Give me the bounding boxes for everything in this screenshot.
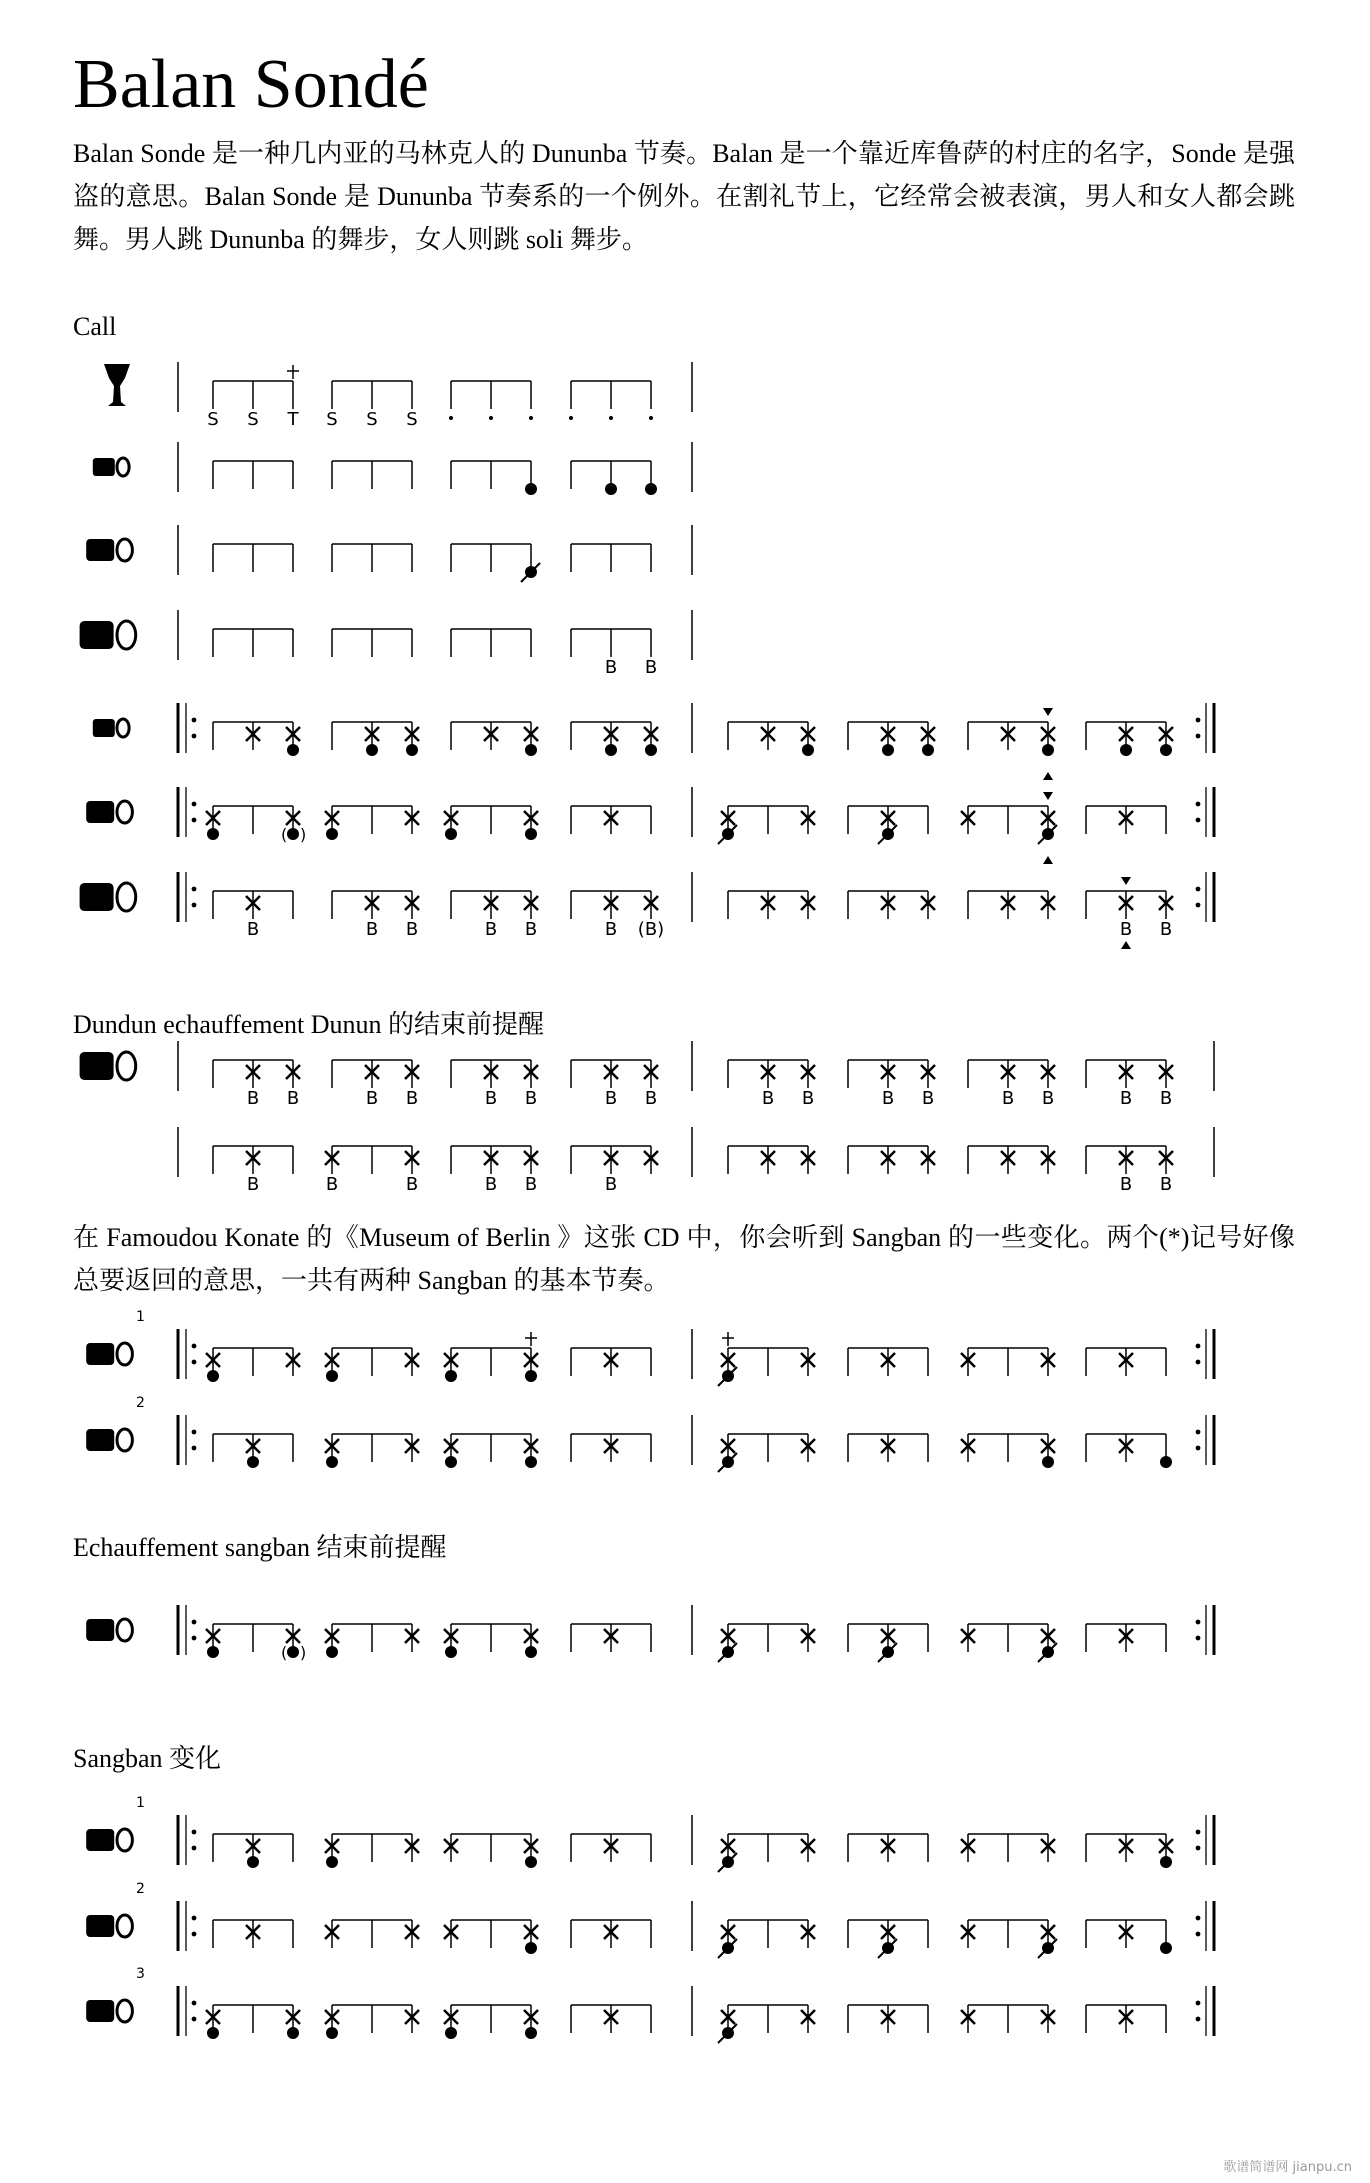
- beat-group: [207, 365, 299, 430]
- optional-stroke: [287, 828, 299, 840]
- open-stroke: [1042, 1456, 1054, 1468]
- repeat-dot: [192, 903, 197, 908]
- repeat-dot: [192, 1620, 197, 1625]
- beat-group: [1086, 722, 1173, 756]
- repeat-dot: [1196, 1360, 1201, 1365]
- repeat-dot: [1196, 1846, 1201, 1851]
- repeat-dot: [1196, 1916, 1201, 1921]
- stroke-letter: B: [1159, 1088, 1173, 1109]
- beat-group: [444, 2005, 538, 2039]
- beat-group: [571, 1348, 651, 1376]
- repeat-dot: [192, 2001, 197, 2006]
- open-stroke: [525, 1370, 537, 1382]
- beat-group: [961, 792, 1057, 864]
- open-stroke: [326, 2027, 338, 2039]
- variation-number: 2: [136, 1881, 145, 1897]
- repeat-dot: [192, 1916, 197, 1921]
- beat-group: [728, 1060, 815, 1109]
- stroke-letter: B: [604, 1174, 618, 1195]
- sangban-drum-icon: [86, 1915, 132, 1937]
- repeat-dot: [1196, 887, 1201, 892]
- drum-head: [117, 458, 129, 476]
- beat-group: [213, 1834, 293, 1868]
- open-stroke: [326, 1856, 338, 1868]
- stroke-letter: B: [286, 1088, 300, 1109]
- stroke-letter: B: [644, 1088, 658, 1109]
- repeat-dot: [192, 1846, 197, 1851]
- repeat-dot: [192, 1344, 197, 1349]
- beat-group: [569, 381, 653, 420]
- beat-group: [1086, 877, 1173, 949]
- rest-dot: [569, 416, 573, 420]
- stroke-letter: B: [524, 1088, 538, 1109]
- stroke-letter: S: [207, 409, 219, 430]
- repeat-dot: [192, 1430, 197, 1435]
- beat-group: [332, 722, 419, 756]
- sangban-drum-icon: [86, 539, 132, 561]
- stroke-letter: B: [484, 1174, 498, 1195]
- beat-group: [1086, 1624, 1166, 1652]
- repeat-dot: [192, 1360, 197, 1365]
- beat-group: [332, 1060, 419, 1109]
- rest-dot: [609, 416, 613, 420]
- intro-paragraph: Balan Sonde 是一种几内亚的马林克人的 Dununba 节奏。Balan 是一个靠近库鲁萨的村庄的名字，Sonde 是强盗的意思。Balan Sonde 是 Dununba 节奏系的一个例外。在割礼节上，它经常会被表演，男人和女人都会跳舞。男人跳 Dununba 的舞步，女人则跳 soli 舞步。: [73, 139, 1295, 254]
- beat-group: [451, 629, 531, 657]
- open-stroke: [525, 1942, 537, 1954]
- open-stroke: [326, 1370, 338, 1382]
- beat-group: [718, 2005, 815, 2043]
- repeat-dot: [192, 802, 197, 807]
- beat-group: [571, 1434, 651, 1462]
- stroke-letter: B: [1001, 1088, 1015, 1109]
- beat-group: [451, 891, 538, 940]
- beat-group: [213, 722, 300, 756]
- beat-group: [444, 1624, 538, 1658]
- beat-group: [325, 1834, 419, 1868]
- section-label-sangban-variations: Sangban 变化: [73, 1744, 222, 1773]
- beat-group: [961, 1920, 1057, 1958]
- page-title: Balan Sondé: [73, 46, 429, 123]
- accent-marker-bottom: [1043, 856, 1053, 864]
- sangban-drum-icon: [86, 801, 132, 823]
- stroke-letter: B: [484, 919, 498, 940]
- stroke-letter: B: [246, 919, 260, 940]
- optional-letter: (B): [637, 919, 665, 940]
- beat-group: [325, 1434, 419, 1468]
- drum-shell: [93, 719, 115, 737]
- beat-group: [728, 722, 815, 756]
- open-stroke: [207, 828, 219, 840]
- beat-group: [968, 1060, 1055, 1109]
- open-stroke: [605, 744, 617, 756]
- beat-group: [1086, 1060, 1173, 1109]
- sangban-drum-icon: [86, 1619, 132, 1641]
- kenkeni-drum-icon: [93, 719, 129, 737]
- beat-group: [571, 629, 657, 678]
- beat-group: [1086, 2005, 1166, 2033]
- open-stroke: [525, 828, 537, 840]
- rest-dot: [649, 416, 653, 420]
- open-stroke: [645, 744, 657, 756]
- open-stroke: [207, 1646, 219, 1658]
- beat-group: [332, 544, 412, 572]
- stroke-letter: B: [365, 1088, 379, 1109]
- open-stroke: [326, 1646, 338, 1658]
- open-stroke: [445, 1646, 457, 1658]
- beat-group: [718, 806, 815, 844]
- drum-head: [117, 621, 136, 649]
- paren: (: [281, 1643, 288, 1662]
- drum-shell: [93, 458, 115, 476]
- dundun-drum-icon: [80, 621, 136, 649]
- open-stroke: [1160, 1942, 1172, 1954]
- beat-group: [571, 806, 651, 834]
- dundun-drum-icon: [80, 1052, 136, 1080]
- open-stroke: [605, 483, 617, 495]
- beat-group: [848, 1920, 928, 1958]
- beat-group: [451, 1146, 538, 1195]
- rest-dot: [449, 416, 453, 420]
- section-label-dundun: Dundun echauffement Dunun 的结束前提醒: [73, 1010, 545, 1039]
- repeat-dot: [192, 1636, 197, 1641]
- beat-group: [968, 1146, 1055, 1174]
- beat-group: [213, 629, 293, 657]
- beat-group: [848, 1060, 935, 1109]
- open-stroke: [247, 1456, 259, 1468]
- stroke-letter: B: [1159, 1174, 1173, 1195]
- stroke-letter: S: [366, 409, 378, 430]
- open-stroke: [207, 2027, 219, 2039]
- beat-group: [206, 1348, 300, 1382]
- beat-group: [718, 1834, 815, 1872]
- stroke-letter: B: [1159, 919, 1173, 940]
- beat-group: [848, 722, 935, 756]
- beat-group: [213, 1920, 293, 1948]
- repeat-dot: [1196, 1830, 1201, 1835]
- stroke-letter: B: [1041, 1088, 1055, 1109]
- repeat-dot: [1196, 1620, 1201, 1625]
- beat-group: [728, 891, 815, 919]
- sangban-drum-icon: [86, 2000, 132, 2022]
- stroke-letter: S: [326, 409, 338, 430]
- beat-group: [571, 722, 658, 756]
- open-stroke: [1160, 744, 1172, 756]
- beat-group: [1086, 806, 1166, 834]
- beat-group: [444, 806, 538, 840]
- open-stroke: [445, 2027, 457, 2039]
- drum-shell: [86, 1619, 114, 1641]
- repeat-dot: [192, 718, 197, 723]
- repeat-dot: [192, 887, 197, 892]
- beat-group: [571, 1920, 651, 1948]
- stroke-letter: B: [325, 1174, 339, 1195]
- stroke-letter: B: [405, 1174, 419, 1195]
- beat-group: [718, 1920, 815, 1958]
- stroke-letter: S: [406, 409, 418, 430]
- beat-group: [213, 1146, 293, 1195]
- drum-shell: [80, 621, 114, 649]
- drum-shell: [86, 539, 114, 561]
- beat-group: [571, 461, 657, 495]
- repeat-dot: [1196, 802, 1201, 807]
- open-stroke: [525, 1646, 537, 1658]
- beat-group: [325, 1920, 419, 1948]
- stroke-letter: B: [644, 657, 658, 678]
- beat-group: [444, 1332, 538, 1382]
- beat-group: [444, 1434, 538, 1468]
- drum-shell: [86, 1343, 114, 1365]
- beat-group: [848, 1434, 928, 1462]
- drum-shell: [86, 1829, 114, 1851]
- beat-group: [571, 1624, 651, 1652]
- drum-head: [117, 1429, 132, 1451]
- famoudou-note: 在 Famoudou Konate 的《Museum of Berlin 》这张 CD 中，你会听到 Sangban 的一些变化。两个(*)记号好像总要返回的意思，一共有两种 Sangban 的基本节奏。: [73, 1223, 1295, 1295]
- repeat-dot: [1196, 2001, 1201, 2006]
- paren: (: [281, 825, 288, 844]
- beat-group: [213, 461, 293, 489]
- beat-group: [1086, 1434, 1172, 1468]
- open-stroke: [525, 1456, 537, 1468]
- beat-group: [1086, 1146, 1173, 1195]
- repeat-dot: [1196, 2017, 1201, 2022]
- beat-group: [718, 1624, 815, 1662]
- drum-head: [117, 1829, 132, 1851]
- beat-group: [332, 891, 419, 940]
- djembe-body: [104, 364, 130, 406]
- open-stroke: [207, 1370, 219, 1382]
- stroke-letter: B: [524, 919, 538, 940]
- repeat-dot: [192, 1932, 197, 1937]
- accent-marker-top: [1121, 877, 1131, 885]
- open-stroke: [1120, 744, 1132, 756]
- beat-group: [1086, 1348, 1166, 1376]
- beat-group: [571, 1060, 658, 1109]
- beat-group: [961, 1348, 1055, 1376]
- beat-group: [451, 544, 540, 582]
- repeat-dot: [192, 818, 197, 823]
- beat-group: [848, 891, 935, 919]
- beat-group: [848, 1146, 935, 1174]
- beat-group: [968, 891, 1055, 919]
- drum-shell: [80, 1052, 114, 1080]
- beat-group: [451, 1060, 538, 1109]
- open-stroke: [366, 744, 378, 756]
- stroke-letter: B: [484, 1088, 498, 1109]
- stroke-letter: B: [1119, 1174, 1133, 1195]
- beat-group: [571, 891, 664, 940]
- beat-group: [451, 722, 538, 756]
- beat-group: [444, 1834, 538, 1868]
- open-stroke: [406, 744, 418, 756]
- beat-group: [848, 2005, 928, 2033]
- beat-group: [325, 2005, 419, 2039]
- sangban-drum-icon: [86, 1829, 132, 1851]
- stroke-letter: B: [801, 1088, 815, 1109]
- beat-group: [848, 806, 928, 844]
- open-stroke: [326, 828, 338, 840]
- open-stroke: [525, 483, 537, 495]
- beat-group: [571, 2005, 651, 2033]
- open-stroke: [645, 483, 657, 495]
- beat-group: [571, 544, 651, 572]
- stroke-letter: B: [761, 1088, 775, 1109]
- beat-group: [961, 2005, 1055, 2033]
- rest-dot: [529, 416, 533, 420]
- repeat-dot: [192, 1830, 197, 1835]
- drum-shell: [86, 1915, 114, 1937]
- repeat-dot: [1196, 1446, 1201, 1451]
- open-stroke: [525, 2027, 537, 2039]
- drum-head: [117, 883, 136, 911]
- repeat-dot: [1196, 1344, 1201, 1349]
- accent-marker-top: [1043, 792, 1053, 800]
- stroke-letter: B: [246, 1088, 260, 1109]
- open-stroke: [287, 744, 299, 756]
- accent-marker-top: [1043, 708, 1053, 716]
- beat-group: [213, 1434, 293, 1468]
- drum-head: [117, 539, 132, 561]
- beat-group: [206, 2005, 300, 2039]
- open-stroke: [802, 744, 814, 756]
- beat-group: [961, 1434, 1055, 1468]
- stroke-letter: B: [1119, 1088, 1133, 1109]
- kenkeni-drum-icon: [93, 458, 129, 476]
- stroke-letter: B: [1119, 919, 1133, 940]
- beat-group: [848, 1348, 928, 1376]
- open-stroke: [525, 744, 537, 756]
- beat-group: [848, 1624, 928, 1662]
- beat-group: [961, 1624, 1057, 1662]
- beat-group: [848, 1834, 928, 1862]
- beat-group: [213, 544, 293, 572]
- beat-group: [1086, 1920, 1172, 1954]
- optional-stroke: [287, 1646, 299, 1658]
- variation-number: 2: [136, 1395, 145, 1411]
- beat-group: [718, 1434, 815, 1472]
- variation-number: 1: [136, 1795, 145, 1811]
- repeat-dot: [192, 2017, 197, 2022]
- open-stroke: [882, 744, 894, 756]
- open-stroke: [445, 828, 457, 840]
- beat-group: [968, 708, 1055, 780]
- beat-group: [325, 1348, 419, 1382]
- stroke-letter: B: [405, 919, 419, 940]
- repeat-dot: [192, 734, 197, 739]
- variation-number: 3: [136, 1966, 145, 1982]
- beat-group: [451, 461, 537, 495]
- beat-group: [961, 1834, 1055, 1862]
- stroke-letter: S: [247, 409, 259, 430]
- drum-shell: [80, 883, 114, 911]
- beat-group: [325, 1146, 419, 1195]
- drum-head: [117, 1619, 132, 1641]
- beat-group: [571, 1834, 651, 1862]
- variation-number: 1: [136, 1309, 145, 1325]
- paren: ): [300, 825, 307, 844]
- drum-head: [117, 1052, 136, 1080]
- stroke-letter: B: [881, 1088, 895, 1109]
- stroke-letter: B: [921, 1088, 935, 1109]
- open-stroke: [326, 1456, 338, 1468]
- paren: ): [300, 1643, 307, 1662]
- beat-group: [326, 381, 417, 430]
- section-label-echauffement: Echauffement sangban 结束前提醒: [73, 1533, 447, 1562]
- beat-group: [332, 461, 412, 489]
- beat-group: [571, 1146, 658, 1195]
- beat-group: [718, 1332, 815, 1386]
- repeat-dot: [1196, 1636, 1201, 1641]
- drum-head: [117, 1343, 132, 1365]
- section-label-call: Call: [73, 312, 117, 341]
- drum-head: [117, 1915, 132, 1937]
- open-stroke: [1160, 1456, 1172, 1468]
- dundun-drum-icon: [80, 883, 136, 911]
- accent-marker-bottom: [1043, 772, 1053, 780]
- beat-group: [449, 381, 533, 420]
- repeat-dot: [1196, 718, 1201, 723]
- open-stroke: [525, 1856, 537, 1868]
- open-stroke: [445, 1456, 457, 1468]
- open-stroke: [287, 2027, 299, 2039]
- beat-group: [444, 1920, 538, 1954]
- stroke-letter: B: [604, 657, 618, 678]
- beat-group: [332, 629, 412, 657]
- beat-group: [325, 806, 419, 840]
- drum-shell: [86, 1429, 114, 1451]
- beat-group: [728, 1146, 815, 1174]
- beat-group: [1086, 1834, 1173, 1868]
- sangban-drum-icon: [86, 1343, 132, 1365]
- beat-group: [206, 1624, 306, 1662]
- repeat-dot: [1196, 1430, 1201, 1435]
- open-stroke: [1160, 1856, 1172, 1868]
- stroke-letter: B: [604, 1088, 618, 1109]
- drum-shell: [86, 801, 114, 823]
- stroke-letter: B: [524, 1174, 538, 1195]
- stroke-letter: B: [405, 1088, 419, 1109]
- repeat-dot: [1196, 734, 1201, 739]
- stroke-letter: B: [604, 919, 618, 940]
- watermark: 歌谱简谱网 jianpu.cn: [1223, 2160, 1352, 2175]
- stroke-letter: B: [365, 919, 379, 940]
- repeat-dot: [192, 1446, 197, 1451]
- beat-group: [213, 891, 293, 940]
- beat-group: [206, 806, 306, 844]
- beat-group: [325, 1624, 419, 1658]
- drum-shell: [86, 2000, 114, 2022]
- rest-dot: [489, 416, 493, 420]
- repeat-dot: [1196, 818, 1201, 823]
- drum-head: [117, 801, 132, 823]
- open-stroke: [445, 1370, 457, 1382]
- open-stroke: [1042, 744, 1054, 756]
- drum-head: [117, 719, 129, 737]
- djembe-drum-icon: [104, 364, 130, 406]
- open-stroke: [922, 744, 934, 756]
- sangban-drum-icon: [86, 1429, 132, 1451]
- beat-group: [213, 1060, 300, 1109]
- stroke-letter: T: [287, 409, 299, 430]
- repeat-dot: [1196, 903, 1201, 908]
- stroke-letter: B: [246, 1174, 260, 1195]
- drum-head: [117, 2000, 132, 2022]
- repeat-dot: [1196, 1932, 1201, 1937]
- open-stroke: [247, 1856, 259, 1868]
- accent-marker-bottom: [1121, 941, 1131, 949]
